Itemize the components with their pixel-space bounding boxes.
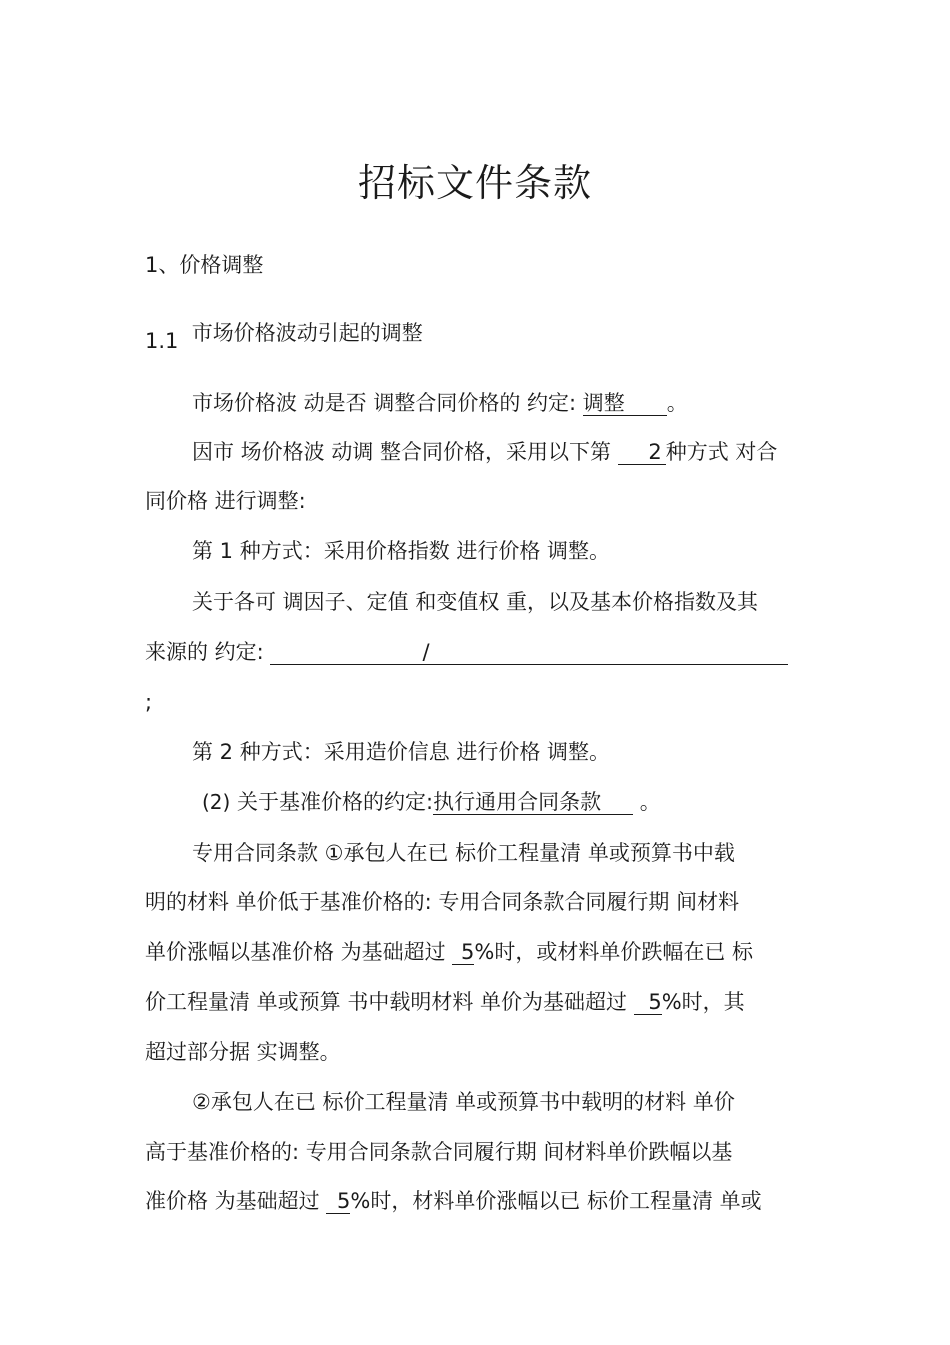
paragraph-text: 关于基准价格的约定: [237,790,434,814]
paragraph-clause-2-line-2: 高于基准价格的: 专用合同条款合同履行期 间材料单价跌幅以基 [145,1140,733,1164]
paragraph-source-agreement [145,637,825,667]
filled-value-method-number: 2 [618,440,666,465]
paragraph-adjustment-method [192,437,872,467]
paragraph-clause-2-line-3 [145,1186,825,1216]
paragraph-clause-1-line-2: 明的材料 单价低于基准价格的: 专用合同条款合同履行期 间材料 [145,890,740,914]
subsection-number: 1.1 [145,329,179,353]
paragraph-text: 市场价格波 动是否 调整合同价格的 约定: [192,391,577,415]
paragraph-price-fluctuation-agreement [192,388,872,418]
paragraph-text: 准价格 为基础超过 [145,1189,320,1213]
paragraph-text: 因市 场价格波 动调 整合同价格，采用以下第 [192,440,612,464]
paragraph-text: %时，其 [661,990,745,1014]
section-heading-price-adjustment: 1、价格调整 [145,253,264,277]
filled-value-percent: 5 [452,940,474,965]
paragraph-text: 单价涨幅以基准价格 为基础超过 [145,940,446,964]
paragraph-text: 。 [639,790,661,814]
paragraph-continuation: 同价格 进行调整: [145,489,306,513]
paragraph-text: 来源的 约定: [145,640,264,664]
paragraph-text: 种方式 对合 [665,440,778,464]
filled-value-adjust: 调整 [583,391,667,416]
paragraph-clause-1-line-1: 专用合同条款 ①承包人在已 标价工程量清 单或预算书中载 [192,841,735,865]
paragraph-clause-1-line-5: 超过部分据 实调整。 [145,1040,341,1064]
paragraph-text: %时，材料单价涨幅以已 标价工程量清 单或 [350,1189,762,1213]
subsection-label: 市场价格波动引起的调整 [191,321,423,345]
filled-value-percent: 5 [326,1189,350,1214]
paragraph-clause-1-line-3 [145,937,825,967]
subsection-heading [145,318,825,356]
paragraph-method-1: 第 1 种方式：采用价格指数 进行价格 调整。 [192,539,611,563]
paragraph-base-price-agreement [202,787,882,817]
filled-value-blank [270,640,788,665]
semicolon: ; [145,690,153,714]
filled-value-percent: 5 [634,990,662,1015]
paragraph-factors: 关于各可 调因子、定值 和变值权 重，以及基本价格指数及其 [192,590,759,614]
paragraph-clause-2-line-1: ②承包人在已 标价工程量清 单或预算书中载明的材料 单价 [192,1090,735,1114]
filled-value-slash: / [422,640,430,664]
item-number: (2) [202,790,231,814]
paragraph-text: 。 [666,391,688,415]
paragraph-method-2: 第 2 种方式：采用造价信息 进行价格 调整。 [192,740,611,764]
paragraph-text: 价工程量清 单或预算 书中载明材料 单价为基础超过 [145,990,628,1014]
paragraph-clause-1-line-4 [145,987,825,1017]
paragraph-text: %时，或材料单价跌幅在已 标 [474,940,754,964]
filled-value-general-terms: 执行通用合同条款 [433,790,633,815]
document-title: 招标文件条款 [357,161,592,205]
